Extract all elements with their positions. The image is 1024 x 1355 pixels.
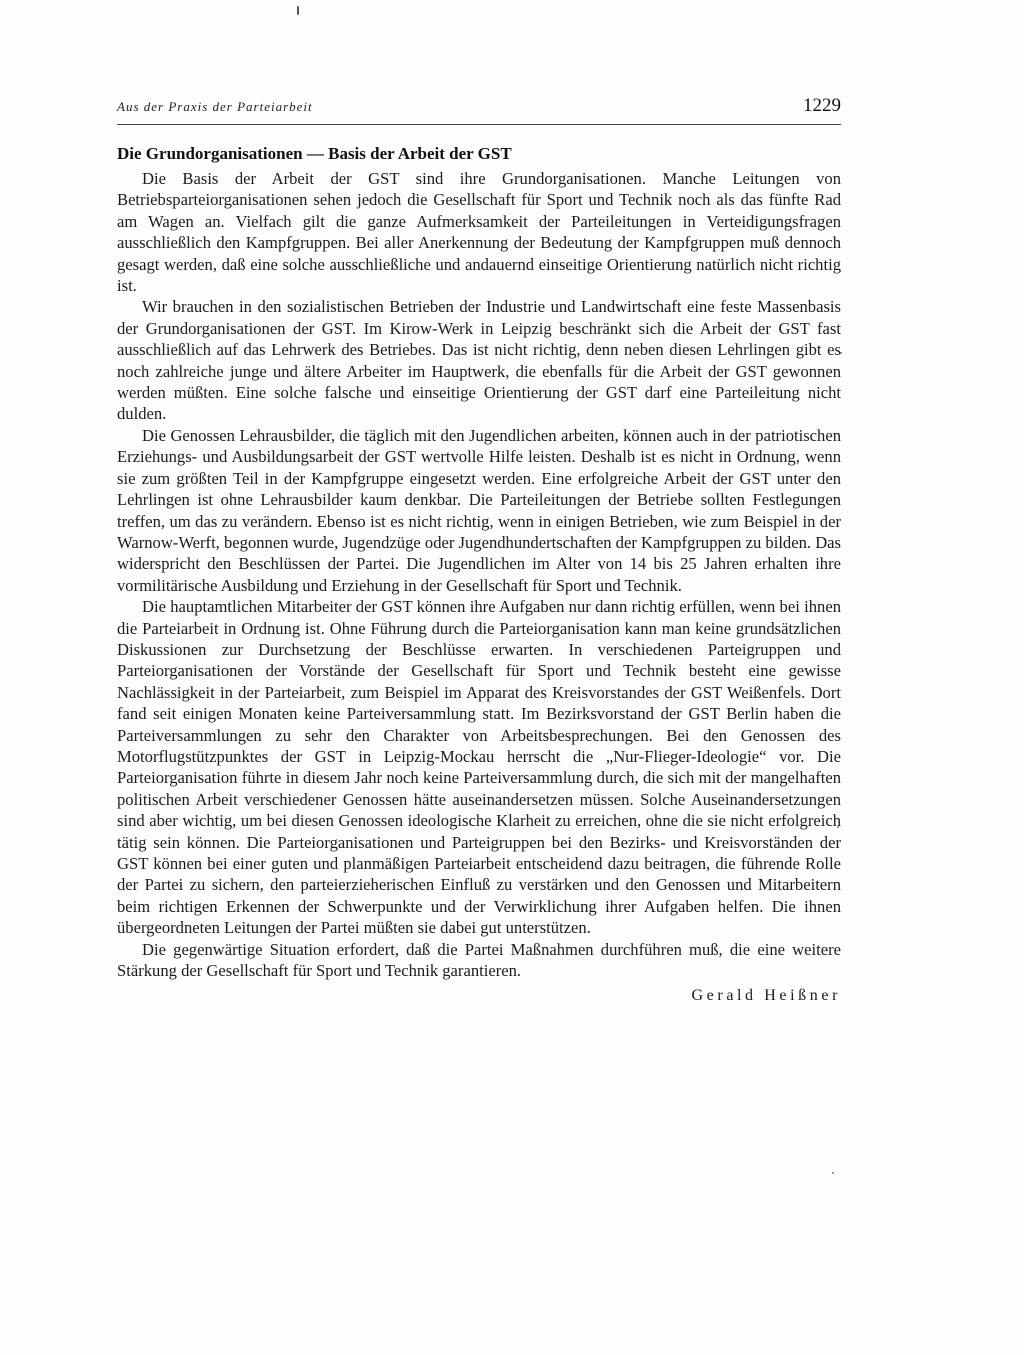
header-rule — [117, 124, 841, 125]
article-paragraph-5: Die gegenwärtige Situation erfordert, daß die Partei Maßnahmen durchführen muß, die eine weitere Stärkung der Gesellschaft für Sport und Technik garantieren. — [117, 939, 841, 981]
article-paragraph-2: Wir brauchen in den sozialistischen Betrieben der Industrie und Landwirtschaft eine feste Massenbasis der Grundorganisationen der GST. Im Kirow-Werk in Leipzig beschränkt sich die Arbeit der GST fast ausschließlich auf das Lehrwerk des Betriebes. Das ist nicht richtig, denn neben diesen Lehrlingen gibt es noch zahlreiche junge und ältere Arbeiter im Hauptwerk, die ebenfalls für die Arbeit der GST gewonnen werden müßten. Eine solche falsche und einseitige Orientierung der GST darf eine Parteileitung nicht dulden. — [117, 297, 841, 424]
article-paragraph-3: Die Genossen Lehrausbilder, die täglich mit den Jugendlichen arbeiten, können auch in der patriotischen Erziehungs- und Ausbildungsarbeit der GST wertvolle Hilfe leisten. Deshalb ist es nicht in Ordnung, wenn sie zum größten Teil in der Kampfgruppe eingesetzt werden. Eine erfolgreiche Arbeit der GST unter den Lehrlingen ist ohne Lehrausbilder kaum denkbar. Die Parteileitungen der Betriebe sollten Festlegungen treffen, um das zu verändern. Ebenso ist es nicht richtig, wenn in einigen Betrieben, wie zum Beispiel in der Warnow-Werft, begonnen wurde, Jugendzüge oder Jugendhundertschaften der Kampfgruppen zu bilden. Das widerspricht den Beschlüssen der Partei. Die Jugendlichen im Alter von 14 bis 25 Jahren erhalten ihre vormilitärische Ausbildung und Erziehung in der Gesellschaft für Sport und Technik. — [117, 425, 841, 595]
article-paragraph-1: Die Basis der Arbeit der GST sind ihre Grundorganisationen. Manche Leitungen von Betriebsparteiorganisationen sehen jedoch die Gesellschaft für Sport und Technik noch als das fünfte Rad am Wagen an. Vielfach gilt die ganze Aufmerksamkeit der Parteileitungen in Verteidigungsfragen ausschließlich den Kampfgruppen. Bei aller Anerkennung der Bedeutung der Kampfgruppen muß dennoch gesagt werden, daß eine solche ausschließliche und andauernd einseitige Orientierung natürlich nicht richtig ist. — [117, 169, 841, 296]
running-header — [117, 97, 841, 123]
article — [117, 143, 841, 1005]
article-title: Die Grundorganisationen — Basis der Arbeit der GST — [117, 144, 512, 163]
running-title: Aus der Praxis der Parteiarbeit — [117, 99, 313, 114]
scan-artifact — [297, 6, 299, 15]
article-paragraph-4: Die hauptamtlichen Mitarbeiter der GST können ihre Aufgaben nur dann richtig erfüllen, wenn bei ihnen die Parteiarbeit in Ordnung ist. Ohne Führung durch die Parteiorganisation kann man keine grundsätzlichen Diskussionen zur Durchsetzung der Beschlüsse erwarten. In verschiedenen Parteigruppen und Parteiorganisationen der Vorstände der Gesellschaft für Sport und Technik besteht eine gewisse Nachlässigkeit in der Parteiarbeit, zum Beispiel im Apparat des Kreisvorstandes der GST Weißenfels. Dort fand seit einigen Monaten keine Parteiversammlung statt. Im Bezirksvorstand der GST Berlin haben die Parteiversammlungen zu sehr den Charakter von Arbeitsbesprechungen. Bei den Genossen des Motorflugstützpunktes der GST in Leipzig-Mockau herrscht die „Nur-Flieger-Ideologie“ vor. Die Parteiorganisation führte in diesem Jahr noch keine Parteiversammlung durch, die sich mit der mangelhaften politischen Arbeit verschiedener Genossen hätte auseinandersetzen müssen. Solche Auseinandersetzungen sind aber wichtig, um bei diesen Genossen ideologische Klarheit zu erreichen, ohne die sie nicht erfolgreich tätig sein können. Die Parteiorganisationen und Parteigruppen bei den Bezirks- und Kreisvorständen der GST können bei einer guten und planmäßigen Parteiarbeit entscheidend dazu beitragen, die führende Rolle der Partei zu sichern, den parteierzieherischen Einfluß zu verstärken und den Genossen und Mitarbeitern beim richtigen Erkennen der Schwerpunkte und der Verwirklichung ihrer Aufgaben helfen. Die ihnen übergeordneten Leitungen der Partei müßten sie dabei gut unterstützen. — [117, 597, 841, 938]
author-signature: Gerald Heißner — [691, 987, 841, 1005]
page-number: 1229 — [803, 95, 841, 116]
scan-artifact — [832, 1172, 834, 1174]
